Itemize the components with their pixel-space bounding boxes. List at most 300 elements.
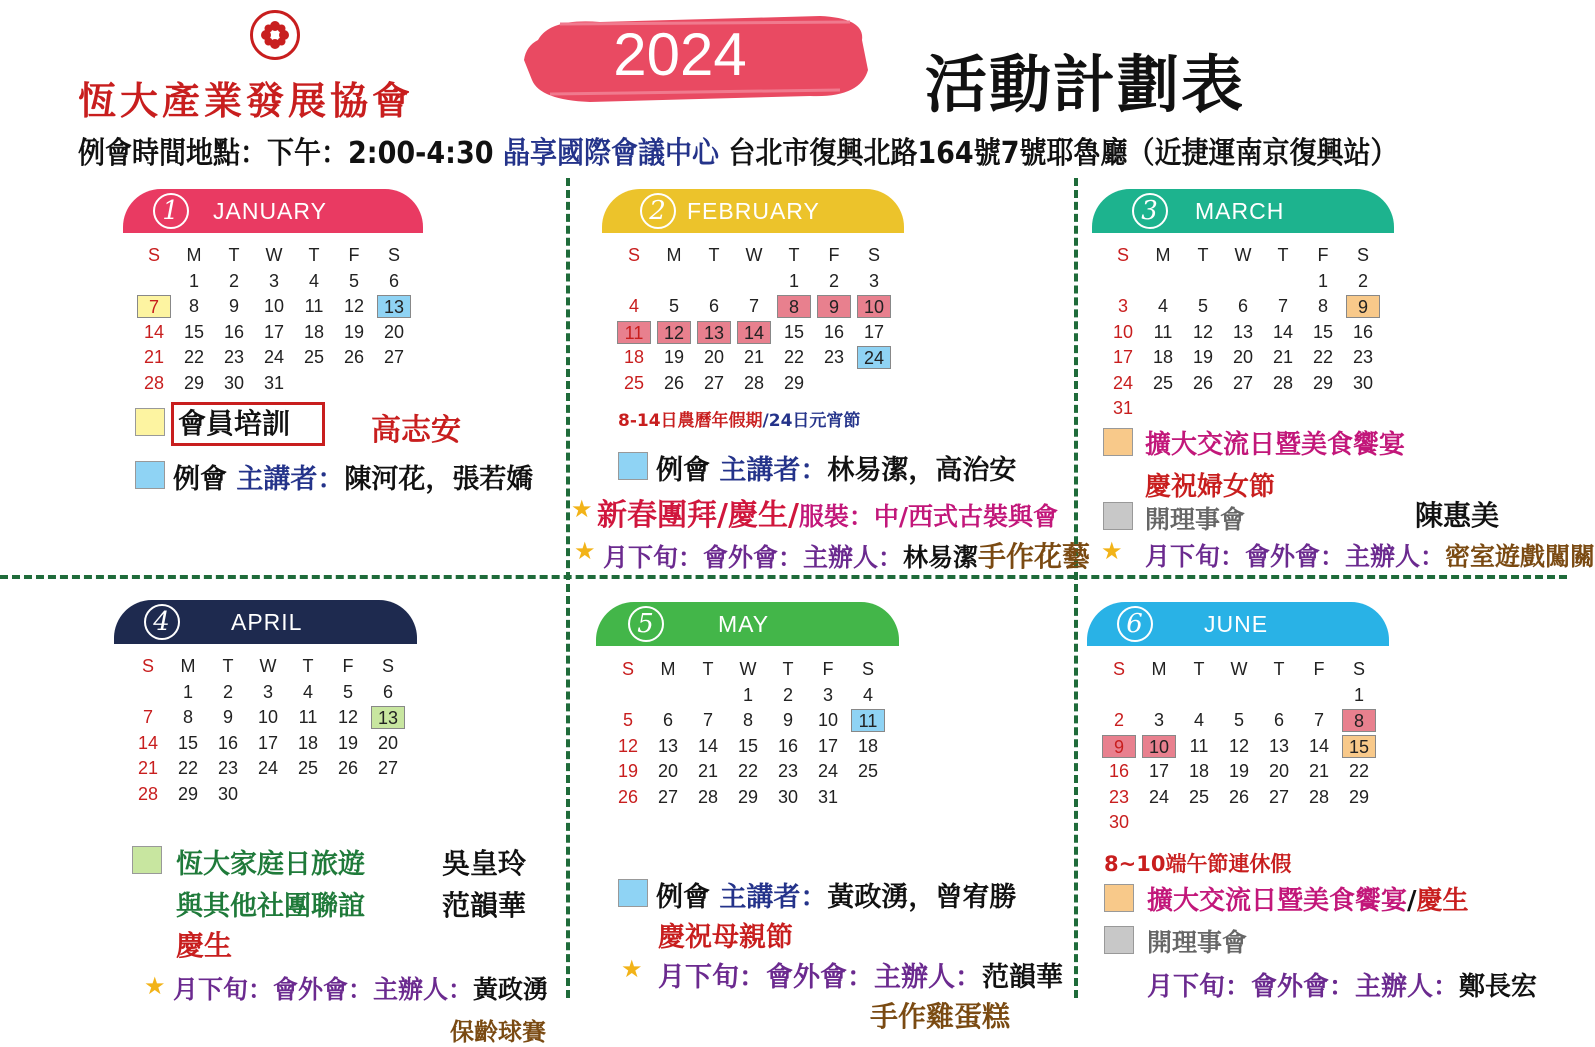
weekday-label: M: [666, 245, 682, 266]
calendar-day: 9: [222, 707, 233, 728]
calendar-day: 14: [143, 321, 165, 342]
calendar-day: 5: [1197, 296, 1208, 317]
calendar-day: 23: [823, 347, 845, 368]
legend-meeting-swatch: [135, 461, 165, 489]
calendar-day: [1219, 684, 1259, 707]
calendar-day: 8: [182, 707, 193, 728]
calendar-day: 25: [623, 372, 645, 393]
calendar-day: 14: [137, 732, 159, 753]
calendar-week-row: [134, 269, 414, 295]
calendar-week-row: [608, 734, 888, 760]
calendar-day: 28: [743, 372, 765, 393]
calendar-day: 29: [783, 372, 805, 393]
calendar-day: [134, 270, 174, 293]
calendar-day: 3: [868, 270, 879, 291]
calendar-day: 2: [782, 684, 793, 705]
calendar-day: 31: [1112, 398, 1134, 419]
calendar-day: 5: [348, 270, 359, 291]
may-outing-host: 范韻華: [982, 962, 1063, 993]
month-number: 3: [1132, 193, 1168, 229]
month-name: APRIL: [231, 609, 303, 635]
calendar-week-row: [1103, 371, 1383, 397]
calendar-day: 12: [617, 735, 639, 756]
calendar-day: 16: [823, 321, 845, 342]
calendar-day: 24: [1148, 786, 1170, 807]
calendar-day: 11: [617, 321, 651, 344]
calendar-day: 9: [1102, 735, 1136, 758]
calendar-day: 20: [383, 321, 405, 342]
month-number: 1: [153, 193, 189, 229]
calendar-day: 22: [1312, 347, 1334, 368]
calendar-day: 19: [343, 321, 365, 342]
calendar-week-row: [134, 320, 414, 346]
calendar-week-row: [1103, 320, 1383, 346]
calendar-day: 1: [1353, 684, 1364, 705]
calendar-day: 12: [1228, 735, 1250, 756]
calendar-day: 19: [1192, 347, 1214, 368]
month-name: JANUARY: [213, 198, 327, 224]
meeting-address: 台北市復興北路164號7號耶魯廳（近捷運南京復興站）: [728, 136, 1398, 171]
calendar-day: 21: [743, 347, 765, 368]
calendar-day: [848, 786, 888, 809]
star-icon: ★: [144, 972, 166, 1000]
jan-meeting-line: [173, 457, 533, 496]
calendar-day: 27: [657, 786, 679, 807]
feb-event-dress: 服裝：中/西式古裝與會: [798, 502, 1059, 531]
weekday-label: W: [745, 245, 763, 266]
calendar-day: 24: [857, 346, 891, 369]
calendar-day: 31: [817, 786, 839, 807]
calendar-day: 18: [857, 735, 879, 756]
calendar-day: 24: [257, 758, 279, 779]
calendar-day: [128, 681, 168, 704]
calendar-day: 30: [777, 786, 799, 807]
calendar-day: [368, 783, 408, 806]
calendar-day: 26: [617, 786, 639, 807]
calendar-day: 21: [1272, 347, 1294, 368]
calendar-day: 8: [777, 295, 811, 318]
may-mothers-day: 慶祝母親節: [658, 922, 793, 953]
weekday-label: S: [867, 245, 880, 266]
weekday-label: F: [1317, 245, 1329, 266]
org-name: 恆大產業發展協會: [78, 78, 415, 123]
calendar-day: 31: [263, 372, 285, 393]
month-header-june: [1087, 602, 1389, 646]
calendar-day: 10: [817, 710, 839, 731]
weekday-label: F: [822, 659, 834, 680]
weekday-label: T: [782, 659, 794, 680]
jun-board: 開理事會: [1147, 928, 1248, 957]
weekday-label: S: [1116, 245, 1129, 266]
calendar-day: 24: [817, 761, 839, 782]
calendar-day: 13: [657, 735, 679, 756]
calendar-day: 18: [303, 321, 325, 342]
weekday-label: S: [387, 245, 400, 266]
calendar-day: [1223, 397, 1263, 420]
calendar-week-row: [614, 320, 894, 346]
calendar-week-row: [608, 708, 888, 734]
calendar-day: 7: [702, 710, 713, 731]
feb-outing-line: [603, 535, 1090, 575]
jan-speakers: 陳河花，張若嬌: [344, 464, 534, 495]
calendar-week-row: [614, 345, 894, 371]
meeting-venue: 晶享國際會議中心: [502, 136, 719, 171]
weekday-label: M: [1155, 245, 1171, 266]
calendar-day: [248, 783, 288, 806]
calendar-grid-january: [134, 243, 414, 396]
weekday-header-row: [1103, 243, 1383, 269]
calendar-day: 29: [737, 786, 759, 807]
calendar-day: 13: [1232, 321, 1254, 342]
apr-outing-label: 月下旬：會外會：主辦人：: [173, 975, 474, 1004]
calendar-day: 6: [1273, 710, 1284, 731]
calendar-day: [608, 684, 648, 707]
calendar-day: 19: [617, 761, 639, 782]
jan-meeting-label: 例會: [173, 464, 227, 495]
calendar-day: 26: [663, 372, 685, 393]
calendar-day: 6: [662, 710, 673, 731]
month-header-may: [596, 602, 899, 646]
weekday-label: F: [342, 656, 354, 677]
calendar-day: 23: [1108, 786, 1130, 807]
weekday-label: S: [861, 659, 874, 680]
calendar-day: 19: [337, 732, 359, 753]
calendar-day: 29: [1312, 372, 1334, 393]
calendar-day: 4: [1193, 710, 1204, 731]
may-meeting-label: 例會: [656, 882, 710, 913]
calendar-day: 9: [817, 295, 851, 318]
calendar-day: [1259, 684, 1299, 707]
weekday-label: W: [1230, 659, 1248, 680]
weekday-label: T: [1277, 245, 1289, 266]
calendar-day: 23: [777, 761, 799, 782]
calendar-day: 10: [257, 707, 279, 728]
calendar-day: 27: [1268, 786, 1290, 807]
calendar-week-row: [1103, 294, 1383, 320]
calendar-day: 8: [1342, 709, 1376, 732]
legend-board-swatch: [1104, 926, 1134, 954]
calendar-week-row: [128, 731, 408, 757]
calendar-day: 5: [342, 681, 353, 702]
calendar-day: [1263, 397, 1303, 420]
calendar-week-row: [128, 782, 408, 808]
jun-holiday-note: 8~10端午節連休假: [1104, 852, 1292, 876]
star-icon: ★: [1101, 537, 1123, 565]
divider-vertical-right: [1074, 178, 1078, 998]
weekday-label: T: [302, 656, 314, 677]
calendar-day: [334, 372, 374, 395]
calendar-day: [1259, 811, 1299, 834]
weekday-label: F: [1313, 659, 1325, 680]
calendar-day: 15: [183, 321, 205, 342]
weekday-label: T: [1273, 659, 1285, 680]
calendar-day: [1223, 270, 1263, 293]
apr-person-2: 范韻華: [442, 889, 527, 922]
feb-event-main: 新春團拜/慶生/: [597, 498, 799, 533]
calendar-week-row: [1099, 734, 1379, 760]
calendar-day: 21: [697, 761, 719, 782]
meeting-time: 例會時間地點：下午：2:00-4:30: [78, 136, 494, 171]
weekday-label: M: [660, 659, 676, 680]
calendar-day: 27: [383, 347, 405, 368]
calendar-day: 22: [177, 758, 199, 779]
feb-holiday-note: [618, 406, 860, 431]
calendar-day: 16: [217, 732, 239, 753]
jan-training-person: 高志安: [371, 413, 461, 448]
weekday-label: T: [222, 656, 234, 677]
calendar-day: 6: [388, 270, 399, 291]
calendar-day: 26: [337, 758, 359, 779]
calendar-day: 21: [1308, 761, 1330, 782]
calendar-day: 21: [143, 347, 165, 368]
mar-outing-line: [1145, 537, 1595, 573]
divider-vertical-left: [566, 178, 570, 998]
calendar-week-row: [128, 756, 408, 782]
calendar-day: 24: [1112, 372, 1134, 393]
calendar-day: 25: [857, 761, 879, 782]
feb-outing-host: 林易潔: [903, 543, 979, 572]
calendar-day: 23: [217, 758, 239, 779]
calendar-day: [1263, 270, 1303, 293]
calendar-day: 9: [228, 296, 239, 317]
feb-meeting-label: 例會: [656, 455, 710, 486]
calendar-week-row: [1099, 708, 1379, 734]
calendar-week-row: [608, 759, 888, 785]
calendar-day: 7: [1313, 710, 1324, 731]
calendar-week-row: [128, 705, 408, 731]
apr-family-1: 恆大家庭日旅遊: [176, 849, 365, 880]
calendar-day: [328, 783, 368, 806]
mar-outing-activity: 密室遊戲闖關: [1445, 542, 1595, 571]
calendar-day: [374, 372, 414, 395]
calendar-day: [694, 270, 734, 293]
calendar-day: 5: [1233, 710, 1244, 731]
calendar-day: 30: [217, 783, 239, 804]
feb-event-line: [597, 490, 1058, 534]
page-title: 活動計劃表: [925, 48, 1246, 121]
calendar-day: 18: [1188, 761, 1210, 782]
feb-speakers: 林易潔，高治安: [827, 455, 1017, 486]
calendar-day: 28: [697, 786, 719, 807]
calendar-day: 18: [1152, 347, 1174, 368]
org-logo: [250, 10, 300, 60]
calendar-week-row: [608, 683, 888, 709]
calendar-day: [1143, 397, 1183, 420]
feb-holiday-text: 8-14日農曆年假期: [618, 411, 763, 431]
weekday-label: W: [1234, 245, 1252, 266]
calendar-day: 16: [223, 321, 245, 342]
meeting-info: [78, 128, 1397, 172]
calendar-day: 12: [337, 707, 359, 728]
calendar-day: 26: [1228, 786, 1250, 807]
calendar-day: 28: [1272, 372, 1294, 393]
mar-womens-day: 慶祝婦女節: [1145, 472, 1276, 502]
weekday-header-row: [614, 243, 894, 269]
calendar-day: 28: [1308, 786, 1330, 807]
calendar-day: [1143, 270, 1183, 293]
weekday-label: T: [308, 245, 320, 266]
weekday-label: S: [621, 659, 634, 680]
calendar-day: 11: [298, 707, 318, 728]
calendar-day: 13: [1268, 735, 1290, 756]
feb-outing-label: 月下旬：會外會：主辦人：: [603, 543, 904, 572]
weekday-label: M: [180, 656, 196, 677]
calendar-day: 1: [788, 270, 799, 291]
month-name: MARCH: [1195, 198, 1285, 224]
month-number: 5: [628, 606, 664, 642]
weekday-label: S: [1112, 659, 1125, 680]
calendar-day: 6: [1237, 296, 1248, 317]
month-header-april: [114, 600, 417, 644]
calendar-day: 18: [297, 732, 319, 753]
calendar-day: 8: [188, 296, 199, 317]
calendar-grid-march: [1103, 243, 1383, 422]
jun-slash: /: [1407, 886, 1417, 916]
calendar-week-row: [1103, 269, 1383, 295]
calendar-grid-june: [1099, 657, 1379, 836]
calendar-day: [1299, 684, 1339, 707]
calendar-day: 23: [1352, 347, 1374, 368]
star-icon: ★: [574, 537, 596, 565]
weekday-label: S: [1356, 245, 1369, 266]
calendar-day: 29: [183, 372, 205, 393]
calendar-week-row: [1099, 759, 1379, 785]
may-outing-label: 月下旬：會外會：主辦人：: [658, 962, 982, 993]
weekday-header-row: [134, 243, 414, 269]
calendar-day: 22: [1348, 761, 1370, 782]
may-meeting-line: [656, 875, 1016, 914]
weekday-label: S: [627, 245, 640, 266]
calendar-day: [648, 684, 688, 707]
month-number: 4: [144, 604, 180, 640]
calendar-day: 7: [142, 707, 153, 728]
calendar-week-row: [134, 294, 414, 320]
calendar-day: 15: [1342, 735, 1376, 758]
star-icon: ★: [571, 495, 593, 523]
calendar-grid-april: [128, 654, 408, 807]
jun-outing-label: 月下旬：會外會：主辦人：: [1147, 972, 1460, 1002]
calendar-day: 22: [737, 761, 759, 782]
calendar-day: 1: [182, 681, 193, 702]
calendar-day: 26: [343, 347, 365, 368]
apr-family-2: 與其他社團聯誼: [176, 891, 365, 922]
calendar-week-row: [1099, 810, 1379, 836]
calendar-day: 20: [703, 347, 725, 368]
calendar-day: 11: [1189, 735, 1209, 756]
weekday-label: M: [1151, 659, 1167, 680]
calendar-day: 5: [622, 710, 633, 731]
weekday-label: T: [708, 245, 720, 266]
calendar-grid-may: [608, 657, 888, 810]
month-header-february: [602, 189, 904, 233]
calendar-week-row: [1103, 345, 1383, 371]
calendar-day: 28: [137, 783, 159, 804]
jun-exchange: 擴大交流日暨美食饗宴: [1147, 886, 1408, 916]
calendar-day: [1179, 684, 1219, 707]
calendar-day: 7: [137, 295, 171, 318]
calendar-week-row: [614, 269, 894, 295]
may-outing-activity: 手作雞蛋糕: [870, 1000, 1011, 1033]
feb-meeting-line: [656, 448, 1016, 487]
calendar-week-row: [1099, 785, 1379, 811]
calendar-day: [688, 684, 728, 707]
calendar-day: 13: [697, 321, 731, 344]
calendar-day: 4: [862, 684, 873, 705]
calendar-day: 19: [663, 347, 685, 368]
jun-exchange-line: [1147, 880, 1469, 917]
calendar-day: [294, 372, 334, 395]
calendar-day: 2: [1357, 270, 1368, 291]
calendar-day: 12: [343, 296, 365, 317]
calendar-day: 17: [863, 321, 885, 342]
weekday-label: T: [702, 659, 714, 680]
star-icon: ★: [621, 955, 643, 983]
calendar-day: 17: [263, 321, 285, 342]
calendar-day: 27: [377, 758, 399, 779]
jun-outing-host: 鄭長宏: [1459, 972, 1538, 1002]
calendar-day: 30: [1108, 812, 1130, 833]
calendar-day: 16: [1108, 761, 1130, 782]
calendar-day: 15: [1312, 321, 1334, 342]
calendar-day: 10: [857, 295, 891, 318]
weekday-label: M: [186, 245, 202, 266]
calendar-day: 5: [668, 296, 679, 317]
calendar-day: 24: [263, 347, 285, 368]
weekday-label: S: [1352, 659, 1365, 680]
calendar-day: 2: [828, 270, 839, 291]
calendar-day: 4: [308, 270, 319, 291]
calendar-day: 29: [1348, 786, 1370, 807]
calendar-week-row: [614, 294, 894, 320]
jan-training-label: 會員培訓: [171, 402, 325, 446]
calendar-day: 14: [737, 321, 771, 344]
calendar-day: 26: [1192, 372, 1214, 393]
weekday-label: W: [739, 659, 757, 680]
calendar-day: [814, 372, 854, 395]
legend-board-swatch: [1103, 502, 1133, 530]
calendar-day: 17: [1148, 761, 1170, 782]
mar-board: 開理事會: [1145, 505, 1246, 534]
calendar-day: [1219, 811, 1259, 834]
apr-outing-host: 黃政湧: [473, 975, 549, 1004]
flower-icon: [257, 17, 293, 53]
calendar-day: 2: [228, 270, 239, 291]
calendar-day: [734, 270, 774, 293]
weekday-label: F: [348, 245, 360, 266]
legend-exchange-swatch: [1104, 884, 1134, 912]
month-header-january: [123, 189, 423, 233]
calendar-week-row: [128, 680, 408, 706]
month-number: 6: [1117, 606, 1153, 642]
calendar-day: 27: [1232, 372, 1254, 393]
calendar-day: 3: [268, 270, 279, 291]
calendar-day: 17: [257, 732, 279, 753]
calendar-day: [654, 270, 694, 293]
calendar-day: 28: [143, 372, 165, 393]
calendar-day: 7: [748, 296, 759, 317]
calendar-day: 2: [222, 681, 233, 702]
apr-outing-activity: 保齡球賽: [450, 1018, 546, 1046]
calendar-day: 3: [1153, 710, 1164, 731]
month-name: JUNE: [1204, 611, 1269, 637]
month-name: FEBRUARY: [687, 198, 820, 224]
weekday-label: T: [1197, 245, 1209, 266]
calendar-day: [854, 372, 894, 395]
calendar-day: 1: [1317, 270, 1328, 291]
weekday-label: S: [141, 656, 154, 677]
weekday-label: S: [147, 245, 160, 266]
month-header-march: [1092, 189, 1394, 233]
